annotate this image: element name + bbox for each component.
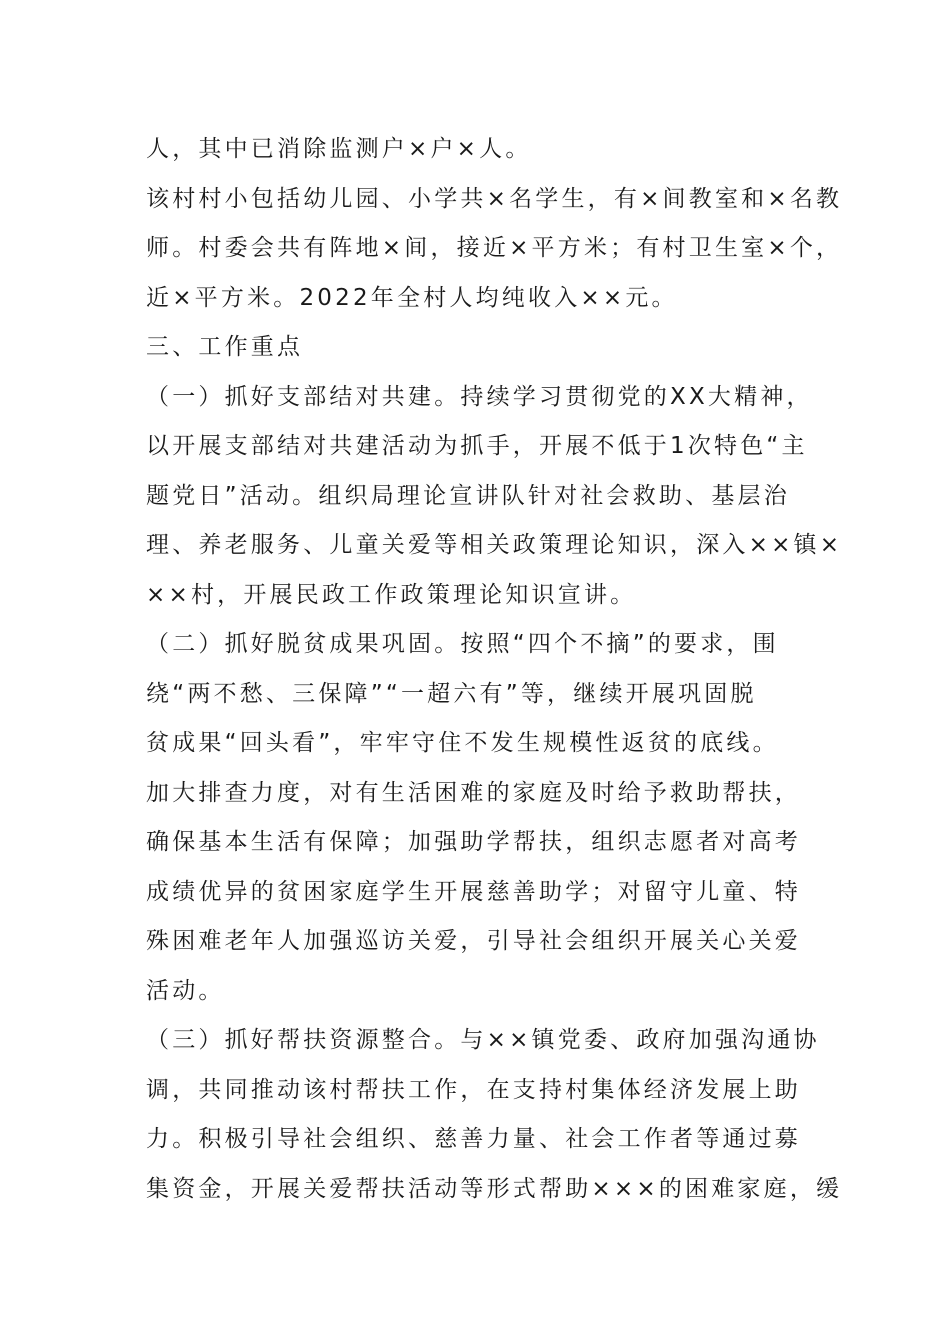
body-line: 师。村委会共有阵地×间，接近×平方米；有村卫生室×个， xyxy=(146,235,843,261)
body-line: 活动。 xyxy=(146,977,225,1004)
body-line: 绕“两不愁、三保障”“一超六有”等，继续开展巩固脱 xyxy=(146,680,757,707)
body-line: ××村，开展民政工作政策理论知识宣讲。 xyxy=(146,581,637,608)
body-line: 确保基本生活有保障；加强助学帮扶，组织志愿者对高考 xyxy=(146,829,801,855)
body-line: 人，其中已消除监测户×户×人。 xyxy=(146,136,532,162)
document-body xyxy=(146,125,843,1214)
body-line: 加大排查力度，对有生活困难的家庭及时给予救助帮扶， xyxy=(146,779,801,806)
body-line: 以开展支部结对共建活动为抓手，开展不低于1次特色“主 xyxy=(146,433,808,459)
body-line: 贫成果“回头看”，牢牢守住不发生规模性返贫的底线。 xyxy=(146,730,779,756)
body-line: （三）抓好帮扶资源整合。与××镇党委、政府加强沟通协 xyxy=(146,1027,820,1053)
body-line: 力。积极引导社会组织、慈善力量、社会工作者等通过募 xyxy=(146,1126,801,1152)
section-heading: 三、工作重点 xyxy=(146,334,304,360)
body-line: 题党日”活动。组织局理论宣讲队针对社会救助、基层治 xyxy=(146,482,790,509)
body-line: （二）抓好脱贫成果巩固。按照“四个不摘”的要求，围 xyxy=(146,631,779,657)
body-line: （一）抓好支部结对共建。持续学习贯彻党的XX大精神， xyxy=(146,383,813,410)
body-line: 近×平方米。2022年全村人均纯收入××元。 xyxy=(146,284,678,311)
body-line: 理、养老服务、儿童关爱等相关政策理论知识，深入××镇× xyxy=(146,532,843,558)
body-line: 集资金，开展关爱帮扶活动等形式帮助×××的困难家庭，缓 xyxy=(146,1175,843,1202)
body-line: 成绩优异的贫困家庭学生开展慈善助学；对留守儿童、特 xyxy=(146,878,801,905)
body-line: 调，共同推动该村帮扶工作，在支持村集体经济发展上助 xyxy=(146,1076,801,1103)
body-line: 殊困难老年人加强巡访关爱，引导社会组织开展关心关爱 xyxy=(146,928,801,954)
body-line: 该村村小包括幼儿园、小学共×名学生，有×间教室和×名教 xyxy=(146,185,843,212)
